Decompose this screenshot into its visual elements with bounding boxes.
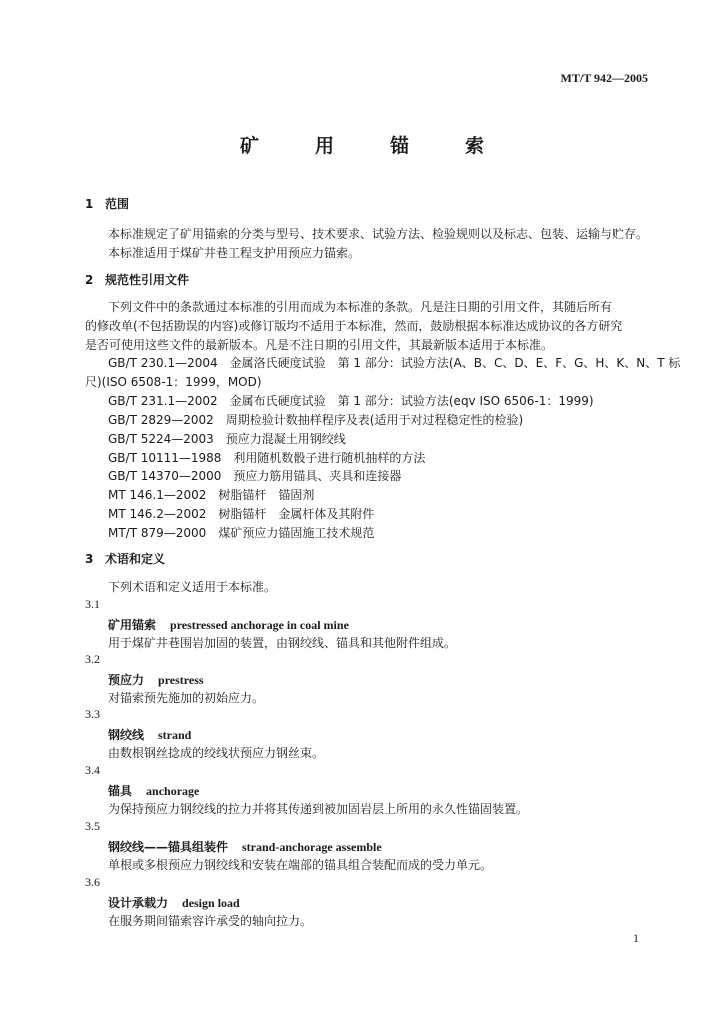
page-number: 1 bbox=[633, 931, 639, 945]
section-number: 3 bbox=[85, 552, 94, 566]
term-number: 3.6 bbox=[85, 875, 100, 889]
reference-item: 尺)(ISO 6508-1：1999，MOD) bbox=[85, 375, 262, 389]
title-char: 用 bbox=[314, 135, 334, 157]
term-definition: 对锚索预先施加的初始应力。 bbox=[108, 691, 265, 705]
term-en: strand bbox=[158, 728, 192, 742]
section-number: 1 bbox=[85, 197, 94, 211]
section-2-heading bbox=[85, 271, 189, 288]
term-zh: 预应力 bbox=[108, 673, 145, 687]
standard-code: MT/T 942—2005 bbox=[560, 71, 648, 85]
term-en: prestress bbox=[158, 673, 204, 687]
term-heading bbox=[108, 726, 191, 743]
title-char: 锚 bbox=[390, 135, 410, 157]
paragraph: 下列术语和定义适用于本标准。 bbox=[108, 580, 277, 594]
term-en: anchorage bbox=[146, 784, 200, 798]
reference-item: GB/T 5224—2003 预应力混凝土用钢绞线 bbox=[108, 432, 346, 446]
term-number: 3.4 bbox=[85, 763, 100, 777]
paragraph: 是否可使用这些文件的最新版本。凡是不注日期的引用文件，其最新版本适用于本标准。 bbox=[85, 338, 554, 352]
term-number: 3.1 bbox=[85, 597, 100, 611]
term-number: 3.5 bbox=[85, 819, 100, 833]
term-heading bbox=[108, 782, 199, 799]
section-title: 术语和定义 bbox=[105, 552, 166, 566]
reference-item: MT 146.2—2002 树脂锚杆 金属杆体及其附件 bbox=[108, 507, 375, 521]
paragraph: 下列文件中的条款通过本标准的引用而成为本标准的条款。凡是注日期的引用文件，其随后所有 bbox=[108, 300, 613, 314]
paragraph: 的修改单(不包括勘误的内容)或修订版均不适用于本标准，然而，鼓励根据本标准达成协议的各方研究 bbox=[85, 319, 623, 333]
term-definition: 用于煤矿井巷围岩加固的装置，由钢绞线、锚具和其他附件组成。 bbox=[108, 636, 457, 650]
section-title: 范围 bbox=[105, 197, 130, 211]
term-en: design load bbox=[182, 896, 240, 910]
term-number: 3.3 bbox=[85, 707, 100, 721]
section-title: 规范性引用文件 bbox=[105, 273, 190, 287]
term-definition: 为保持预应力钢绞线的拉力并将其传递到被加固岩层上所用的永久性锚固装置。 bbox=[108, 802, 529, 816]
term-zh: 设计承载力 bbox=[108, 896, 169, 910]
section-1-heading bbox=[85, 195, 129, 212]
reference-item: GB/T 230.1—2004 金属洛氏硬度试验 第 1 部分：试验方法(A、B、C、D、E、F、G、H、K、N、T 标 bbox=[108, 356, 681, 370]
term-definition: 单根或多根预应力钢绞线和安装在端部的锚具组合装配而成的受力单元。 bbox=[108, 858, 493, 872]
term-zh: 钢绞线——锚具组装件 bbox=[108, 840, 229, 854]
term-definition: 在服务期间锚索容许承受的轴向拉力。 bbox=[108, 914, 313, 928]
term-en: strand-anchorage assemble bbox=[242, 840, 382, 854]
term-number: 3.2 bbox=[85, 652, 100, 666]
term-zh: 矿用锚索 bbox=[108, 618, 157, 632]
reference-item: GB/T 14370—2000 预应力筋用锚具、夹具和连接器 bbox=[108, 469, 402, 483]
term-en: prestressed anchorage in coal mine bbox=[170, 618, 349, 632]
reference-item: GB/T 10111—1988 利用随机数骰子进行随机抽样的方法 bbox=[108, 451, 426, 465]
term-heading bbox=[108, 671, 204, 688]
term-heading bbox=[108, 616, 349, 633]
section-3-heading bbox=[85, 550, 165, 567]
term-heading bbox=[108, 894, 240, 911]
document-title bbox=[0, 131, 724, 158]
paragraph: 本标准适用于煤矿井巷工程支护用预应力锚索。 bbox=[108, 246, 361, 260]
reference-item: GB/T 2829—2002 周期检验计数抽样程序及表(适用于对过程稳定性的检验) bbox=[108, 413, 524, 427]
section-number: 2 bbox=[85, 273, 94, 287]
term-zh: 钢绞线 bbox=[108, 728, 145, 742]
paragraph: 本标准规定了矿用锚索的分类与型号、技术要求、试验方法、检验规则以及标志、包装、运输与贮存。 bbox=[108, 227, 649, 241]
term-heading bbox=[108, 838, 382, 855]
reference-item: MT/T 879—2000 煤矿预应力锚固施工技术规范 bbox=[108, 526, 375, 540]
term-zh: 锚具 bbox=[108, 784, 133, 798]
term-definition: 由数根钢丝捻成的绞线状预应力钢丝束。 bbox=[108, 746, 325, 760]
title-char: 矿 bbox=[239, 135, 259, 157]
reference-item: MT 146.1—2002 树脂锚杆 锚固剂 bbox=[108, 488, 315, 502]
reference-item: GB/T 231.1—2002 金属布氏硬度试验 第 1 部分：试验方法(eqv ISO 6506-1：1999) bbox=[108, 394, 594, 408]
title-char: 索 bbox=[465, 135, 485, 157]
